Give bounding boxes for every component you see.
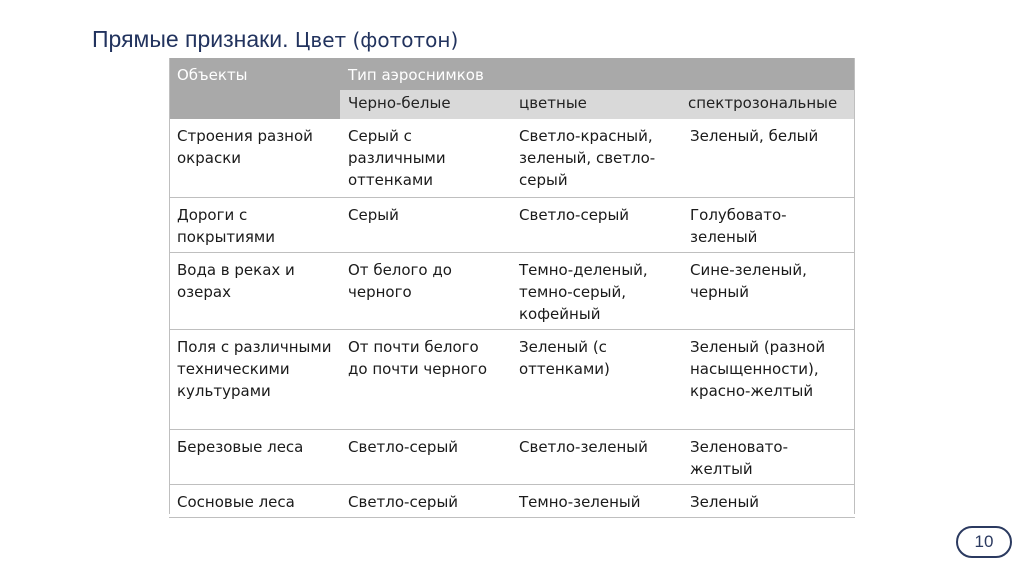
- cell-spectral: Зеленый: [682, 484, 855, 517]
- cell-color: Светло-зеленый: [511, 429, 682, 484]
- cell-color: Темно-деленый, темно-серый, кофейный: [511, 252, 682, 329]
- table-header-row: [169, 58, 855, 90]
- aerial-photo-color-table: [169, 58, 855, 518]
- subheader-bw: Черно-белые: [340, 90, 511, 119]
- cell-spectral: Зеленый (разной насыщенности), красно-желтый: [682, 329, 855, 429]
- subheader-color: цветные: [511, 90, 682, 119]
- cell-bw: От почти белого до почти черного: [340, 329, 511, 429]
- title-main: Прямые признаки.: [92, 26, 289, 52]
- table-row: [169, 119, 855, 197]
- cell-color: Светло-красный, зеленый, светло-серый: [511, 119, 682, 197]
- table-row: [169, 197, 855, 252]
- cell-bw: Светло-серый: [340, 429, 511, 484]
- table-row: [169, 429, 855, 484]
- cell-spectral: Голубовато-зеленый: [682, 197, 855, 252]
- cell-color: Светло-серый: [511, 197, 682, 252]
- table-subheader-row: [169, 90, 855, 119]
- table-row: [169, 484, 855, 517]
- cell-bw: Светло-серый: [340, 484, 511, 517]
- header-objects: Объекты: [169, 58, 340, 90]
- cell-object: Березовые леса: [169, 429, 340, 484]
- table-row: [169, 252, 855, 329]
- cell-bw: От белого до черного: [340, 252, 511, 329]
- cell-object: Вода в реках и озерах: [169, 252, 340, 329]
- cell-spectral: Сине-зеленый, черный: [682, 252, 855, 329]
- cell-object: Дороги с покрытиями: [169, 197, 340, 252]
- page-number-badge: 10: [956, 526, 1012, 558]
- cell-object: Сосновые леса: [169, 484, 340, 517]
- slide-title: [92, 26, 458, 53]
- cell-bw: Серый: [340, 197, 511, 252]
- title-sub: Цвет (фототон): [294, 28, 459, 52]
- cell-object: Поля с различными техническими культурами: [169, 329, 340, 429]
- cell-color: Зеленый (с оттенками): [511, 329, 682, 429]
- subheader-spectral: спектрозональные: [682, 90, 855, 119]
- cell-spectral: Зеленовато-желтый: [682, 429, 855, 484]
- cell-color: Темно-зеленый: [511, 484, 682, 517]
- header-photo-types: Тип аэроснимков: [340, 58, 855, 90]
- cell-bw: Серый с различными оттенками: [340, 119, 511, 197]
- header-objects-continuation: [169, 90, 340, 119]
- cell-object: Строения разной окраски: [169, 119, 340, 197]
- cell-spectral: Зеленый, белый: [682, 119, 855, 197]
- table-row: [169, 329, 855, 429]
